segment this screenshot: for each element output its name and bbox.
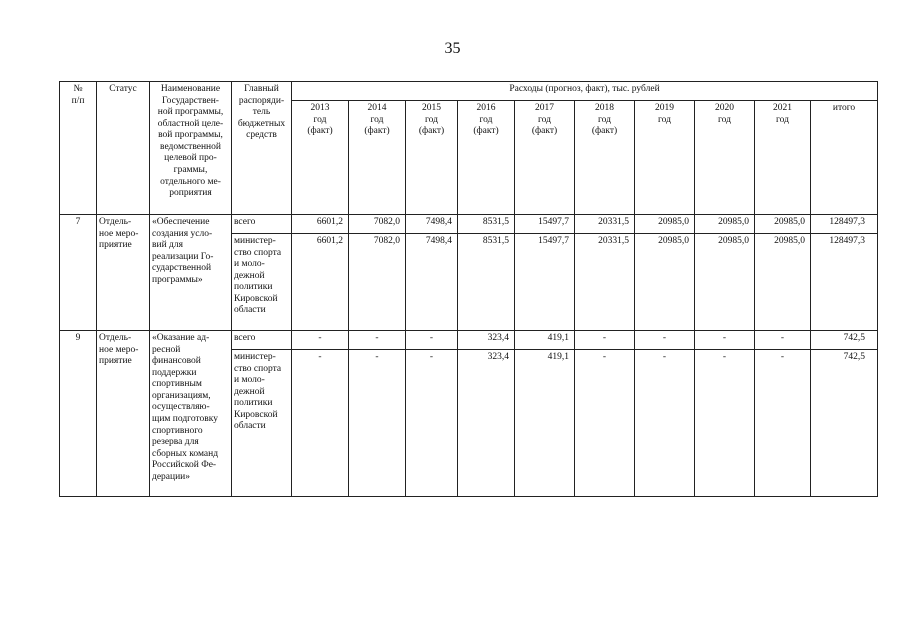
row-status: Отдель- ное меро- приятие — [97, 331, 150, 497]
cell-value: 7082,0 — [349, 215, 406, 234]
header-year: 2021 год — [755, 101, 811, 215]
cell-value: - — [406, 350, 458, 497]
row-status: Отдель- ное меро- приятие — [97, 215, 150, 331]
cell-value: 15497,7 — [515, 215, 575, 234]
row-manager: всего — [232, 215, 292, 234]
header-year: 2018 год (факт) — [575, 101, 635, 215]
cell-value: 323,4 — [458, 331, 515, 350]
cell-value: 323,4 — [458, 350, 515, 497]
cell-value: 20985,0 — [755, 234, 811, 331]
cell-value: - — [695, 331, 755, 350]
header-year: 2020 год — [695, 101, 755, 215]
header-name: Наименование Государствен- ной программы, областной целе- вой программы, ведомственной целевой про- граммы, отдельного ме- роприятия — [150, 82, 232, 215]
page-number: 35 — [444, 40, 461, 57]
cell-value: 7082,0 — [349, 234, 406, 331]
cell-value: - — [292, 350, 349, 497]
cell-value: 8531,5 — [458, 234, 515, 331]
cell-value: 7498,4 — [406, 234, 458, 331]
cell-value: - — [349, 331, 406, 350]
header-status: Статус — [97, 82, 150, 215]
cell-value: 8531,5 — [458, 215, 515, 234]
cell-value: 419,1 — [515, 350, 575, 497]
cell-value: 6601,2 — [292, 234, 349, 331]
cell-value: 6601,2 — [292, 215, 349, 234]
table-row — [60, 215, 878, 234]
row-manager: всего — [232, 331, 292, 350]
cell-value: - — [755, 331, 811, 350]
cell-value: - — [406, 331, 458, 350]
row-num: 9 — [60, 331, 97, 497]
header-year: 2015 год (факт) — [406, 101, 458, 215]
cell-value: 20985,0 — [635, 234, 695, 331]
cell-value: 15497,7 — [515, 234, 575, 331]
row-num: 7 — [60, 215, 97, 331]
cell-value: - — [635, 331, 695, 350]
cell-total: 128497,3 — [811, 234, 878, 331]
header-total: итого — [811, 101, 878, 215]
row-name: «Обеспечение создания усло- вий для реализации Го- сударственной программы» — [150, 215, 232, 331]
cell-total: 128497,3 — [811, 215, 878, 234]
cell-value: - — [575, 331, 635, 350]
row-manager: министер- ство спорта и моло- дежной политики Кировской области — [232, 350, 292, 497]
cell-value: - — [292, 331, 349, 350]
header-expenses: Расходы (прогноз, факт), тыс. рублей — [292, 82, 878, 101]
cell-value: 7498,4 — [406, 215, 458, 234]
header-row-1 — [60, 82, 878, 101]
header-year: 2017 год (факт) — [515, 101, 575, 215]
cell-total: 742,5 — [811, 350, 878, 497]
header-year: 2016 год (факт) — [458, 101, 515, 215]
cell-value: - — [695, 350, 755, 497]
cell-value: - — [635, 350, 695, 497]
cell-value: - — [755, 350, 811, 497]
cell-value: 20985,0 — [635, 215, 695, 234]
cell-value: - — [349, 350, 406, 497]
header-year: 2014 год (факт) — [349, 101, 406, 215]
cell-value: 419,1 — [515, 331, 575, 350]
table-row — [60, 331, 878, 350]
header-year: 2019 год — [635, 101, 695, 215]
cell-total: 742,5 — [811, 331, 878, 350]
budget-table — [59, 81, 878, 497]
cell-value: 20331,5 — [575, 215, 635, 234]
header-year: 2013 год (факт) — [292, 101, 349, 215]
cell-value: 20331,5 — [575, 234, 635, 331]
header-num: № п/п — [60, 82, 97, 215]
header-manager: Главный распоряди- тель бюджетных средств — [232, 82, 292, 215]
cell-value: 20985,0 — [755, 215, 811, 234]
row-manager: министер- ство спорта и моло- дежной политики Кировской области — [232, 234, 292, 331]
cell-value: 20985,0 — [695, 234, 755, 331]
cell-value: - — [575, 350, 635, 497]
cell-value: 20985,0 — [695, 215, 755, 234]
row-name: «Оказание ад- ресной финансовой поддержки спортивным организациям, осуществляю- щим подготовку спортивного резерва для сборных команд Российской Фе- дерации» — [150, 331, 232, 497]
